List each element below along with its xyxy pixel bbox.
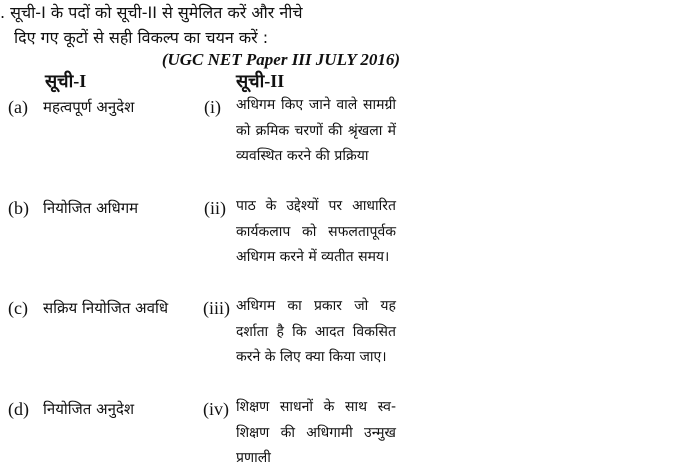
list-2-item-i: अधिगम किए जाने वाले सामग्री को क्रमिक चरणों की श्रृंखला में व्यवस्थित करने की प्रक्रिया (236, 97, 396, 164)
question-line-2: दिए गए कूटों से सही विकल्प का चयन करें : (14, 28, 269, 47)
list-1-item-c: सक्रिय नियोजित अवधि (43, 299, 169, 317)
list-2-label-iv: (iv) (203, 399, 229, 419)
list-2-header: सूची-II (236, 71, 285, 91)
list-1-label-d: (d) (8, 399, 29, 419)
exam-source: (UGC NET Paper III JULY 2016) (161, 50, 400, 69)
list-2-item-iii: अधिगम का प्रकार जो यह दर्शाता है कि आदत विकसित करने के लिए क्या किया जाए। (236, 298, 396, 365)
list-1-item-a: महत्वपूर्ण अनुदेश (43, 98, 135, 116)
list-2-label-iii: (iii) (203, 298, 230, 318)
list-1-item-d: नियोजित अनुदेश (43, 400, 135, 418)
list-2-label-i: (i) (204, 97, 221, 117)
list-1-label-b: (b) (8, 198, 29, 218)
question-line-1: . सूची-I के पदों को सूची-II से सुमेलित करें और नीचे (0, 3, 303, 22)
list-1-item-b: नियोजित अधिगम (43, 199, 139, 217)
list-2-item-ii: पाठ के उद्देश्यों पर आधारित कार्यकलाप को सफलतापूर्वक अधिगम करने में व्यतीत समय। (236, 198, 396, 265)
list-2-label-ii: (ii) (204, 198, 226, 218)
list-2-item-iv: शिक्षण साधनों के साथ स्व-शिक्षण की अधिगामी उन्मुख प्रणाली (236, 399, 396, 466)
list-1-label-a: (a) (8, 97, 28, 117)
list-1-header: सूची-I (45, 71, 87, 91)
list-1-label-c: (c) (8, 298, 28, 318)
